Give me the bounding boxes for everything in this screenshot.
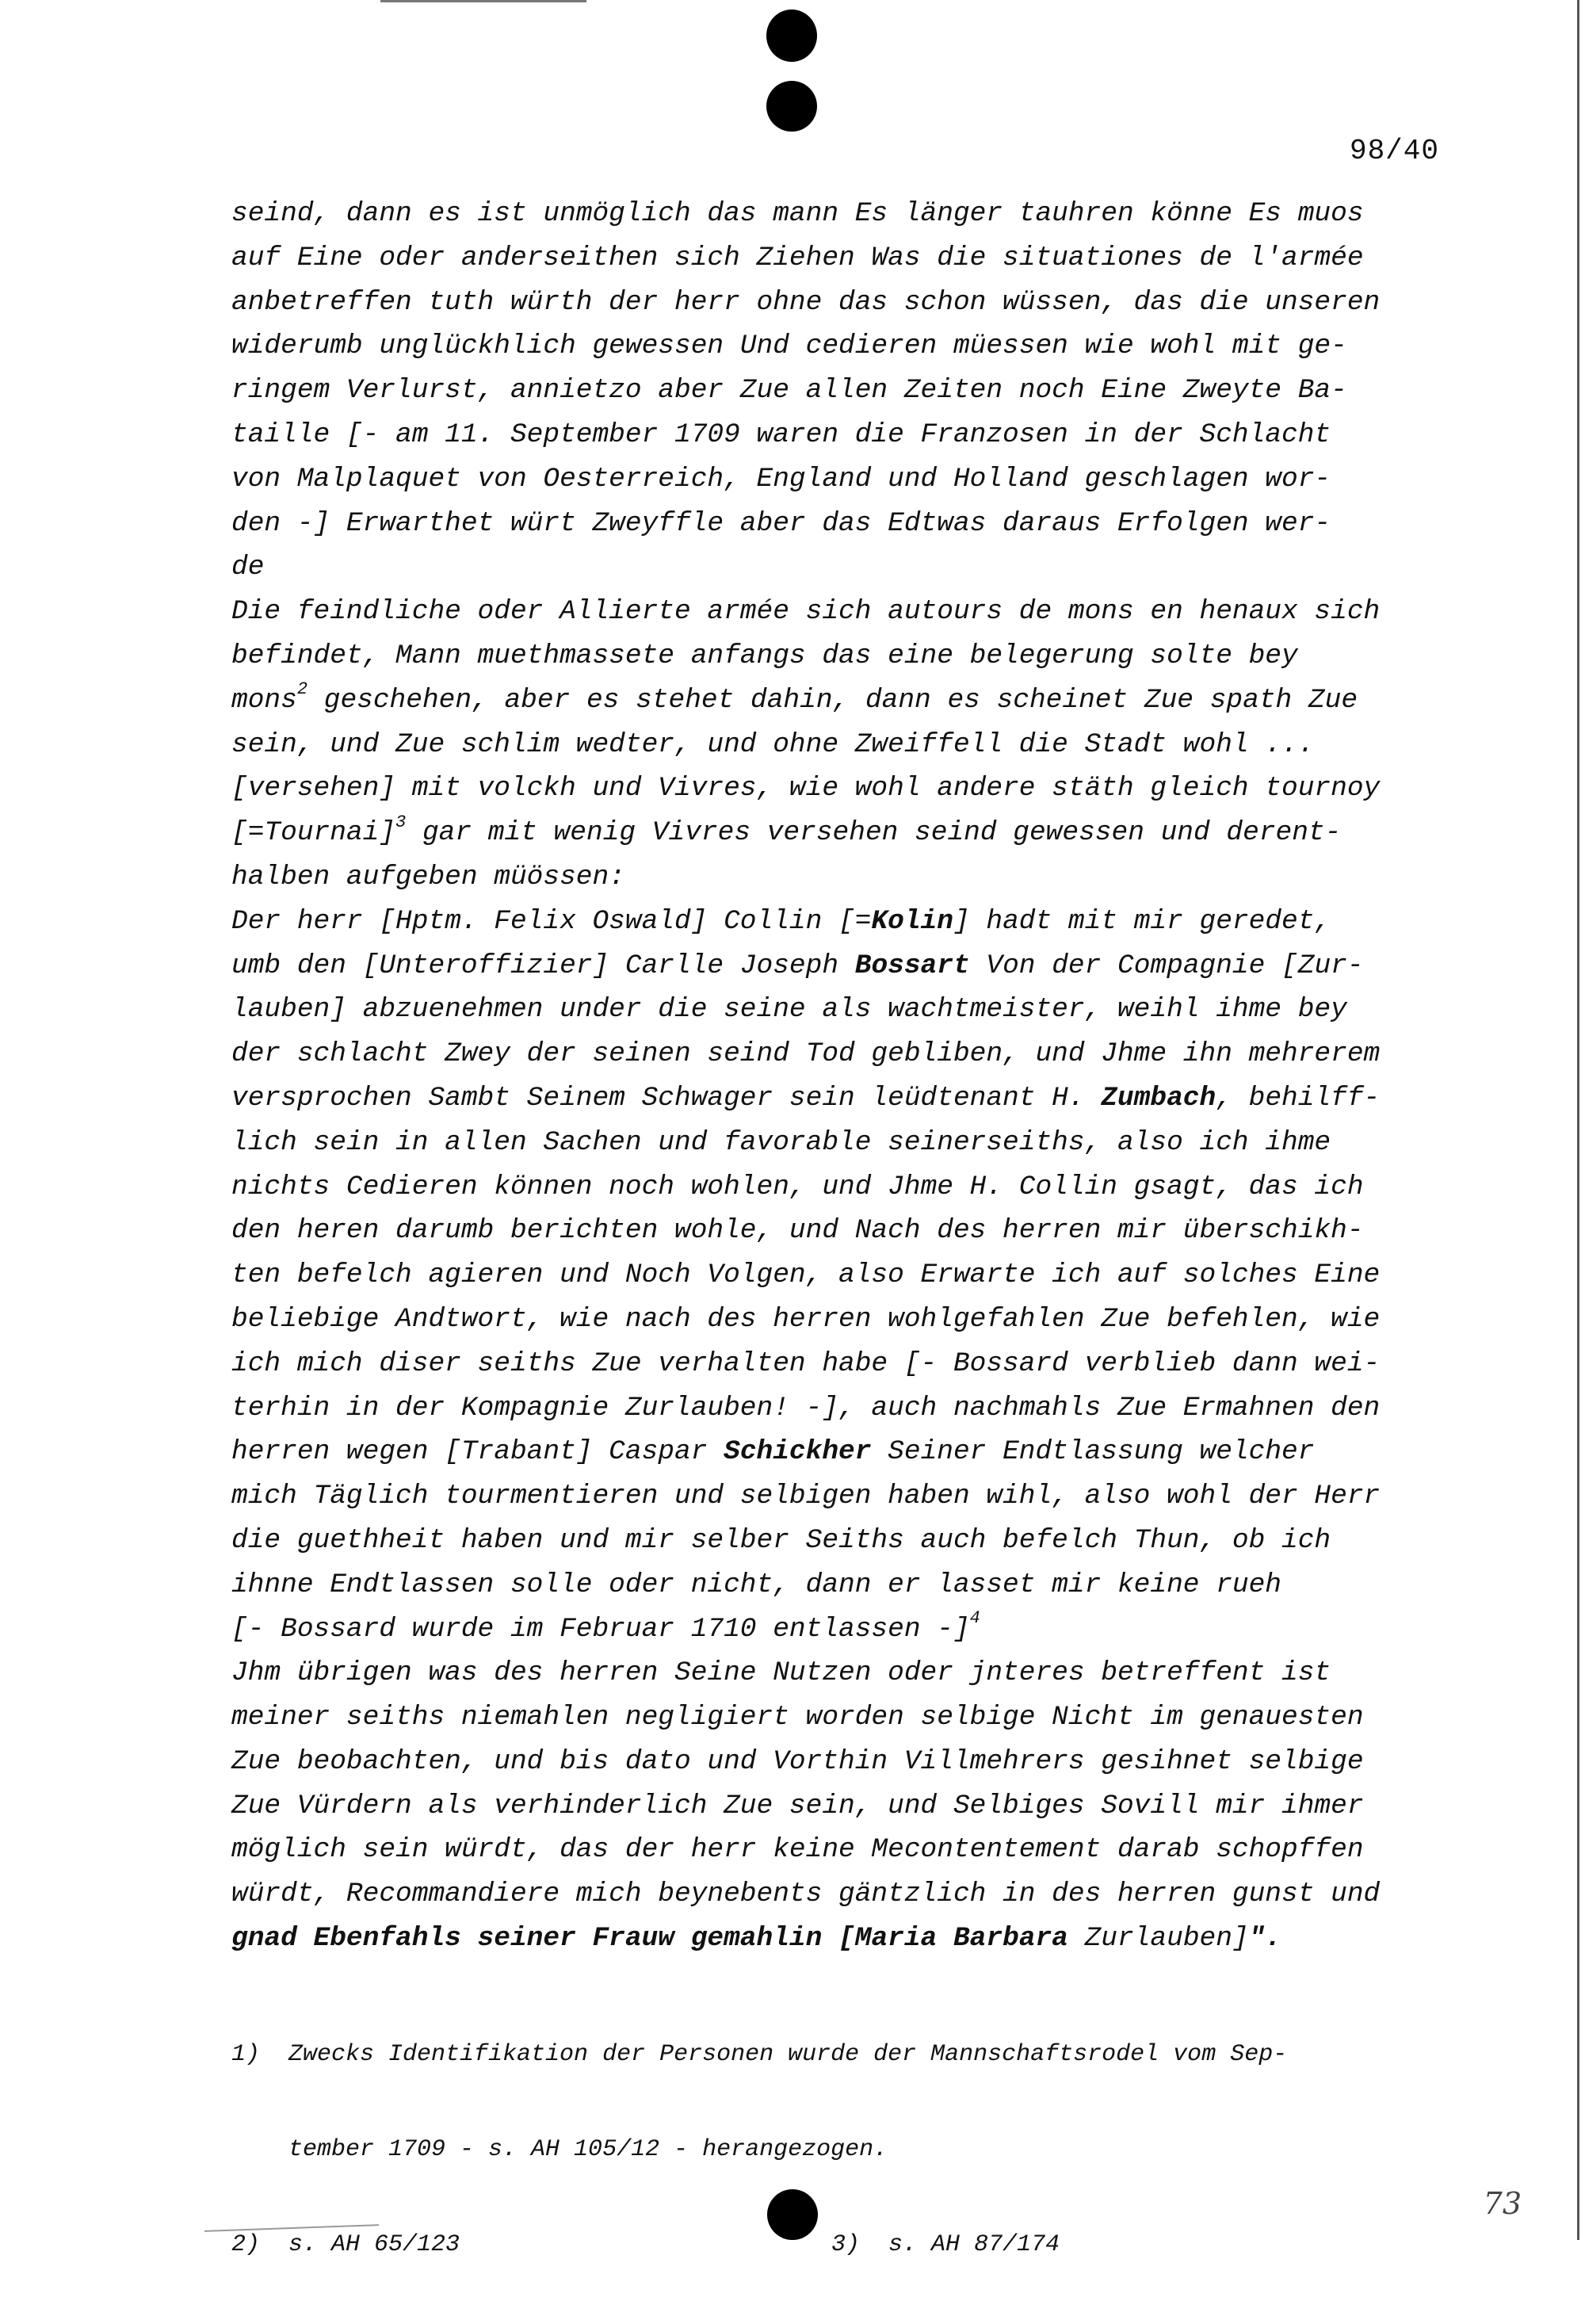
bold-name: ". bbox=[1248, 1923, 1282, 1955]
text-segment: beliebige Andtwort, wie nach des herren wohlgefahlen Zue befehlen, wie bbox=[231, 1303, 1381, 1335]
text-segment: halben aufgeben müössen: bbox=[231, 861, 625, 893]
footnote-3-number: 3) bbox=[831, 2231, 861, 2258]
text-line bbox=[231, 192, 1460, 236]
text-segment: die guethheit haben und mir selber Seiths auch befelch Thun, ob ich bbox=[231, 1524, 1331, 1556]
text-segment: versprochen Sambt Seinem Schwager sein leüdtenant H. bbox=[231, 1082, 1102, 1114]
text-segment: den heren darumb berichten wohle, und Nach des herren mir überschikh- bbox=[231, 1215, 1364, 1247]
text-segment: meiner seiths niemahlen negligiert worden selbige Nicht im genauesten bbox=[231, 1702, 1364, 1733]
text-segment: Seiner Endtlassung welcher bbox=[871, 1436, 1315, 1468]
footnotes bbox=[231, 1975, 1460, 2324]
footnote-reference: 2 bbox=[296, 679, 308, 700]
text-segment: ich mich diser seiths Zue verhalten habe [- Bossard verblieb dann wei- bbox=[231, 1347, 1381, 1379]
footnote-1-text: Zwecks Identifikation der Personen wurde der Mannschaftsrodel vom Sep- bbox=[288, 2041, 1288, 2068]
text-line bbox=[231, 1253, 1460, 1298]
bold-name: Bossart bbox=[854, 950, 970, 981]
text-segment: Jhm übrigen was des herren Seine Nutzen oder jnteres betreffent ist bbox=[231, 1657, 1331, 1689]
text-segment: lauben] abzuenehmen under die seine als wachtmeister, weihl ihme bey bbox=[231, 994, 1347, 1026]
footnote-reference: 3 bbox=[395, 812, 407, 832]
footnote-2-3-row bbox=[231, 2229, 1460, 2261]
text-segment: anbetreffen tuth würth der herr ohne das schon wüssen, das die unseren bbox=[231, 286, 1381, 318]
text-line bbox=[231, 1563, 1460, 1607]
text-line bbox=[231, 1917, 1460, 1961]
text-segment: der schlacht Zwey der seinen seind Tod gebliben, und Jhme ihn mehrerem bbox=[231, 1038, 1381, 1070]
text-line bbox=[231, 988, 1460, 1032]
text-segment: mons bbox=[231, 684, 297, 716]
text-segment: [=Tournai] bbox=[231, 817, 396, 849]
footnote-1-continued bbox=[231, 2134, 1460, 2165]
text-line bbox=[231, 811, 1460, 855]
bold-name: Schickher bbox=[724, 1436, 872, 1468]
text-segment: widerumb unglückhlich gewessen Und cedieren müessen wie wohl mit ge- bbox=[231, 331, 1347, 362]
text-segment: Zue Vürdern als verhinderlich Zue sein, und Selbiges Sovill mir ihmer bbox=[231, 1790, 1364, 1821]
text-segment: befindet, Mann muethmassete anfangs das eine belegerung solte bey bbox=[231, 640, 1298, 671]
text-segment: würdt, Recommandiere mich beynebents gäntzlich in des herren gunst und bbox=[231, 1879, 1381, 1910]
footnote-1 bbox=[231, 2039, 1460, 2070]
text-segment: möglich sein würdt, das der herr keine Mecontentement darab schopffen bbox=[231, 1834, 1364, 1866]
text-line bbox=[231, 766, 1460, 811]
text-segment: ihnne Endtlassen solle oder nicht, dann er lasset mir keine rueh bbox=[231, 1569, 1282, 1600]
text-segment: von Malplaquet von Oesterreich, England und Holland geschlagen wor- bbox=[231, 463, 1331, 495]
text-segment: ringem Verlurst, annietzo aber Zue allen Zeiten noch Eine Zweyte Ba- bbox=[231, 375, 1347, 407]
text-segment: terhin in der Kompagnie Zurlauben! -], auch nachmahls Zue Ermahnen den bbox=[231, 1392, 1381, 1424]
text-line bbox=[231, 413, 1460, 457]
text-segment: , behilff- bbox=[1216, 1082, 1381, 1114]
text-line bbox=[231, 1828, 1460, 1872]
text-line bbox=[231, 1740, 1460, 1784]
text-segment: de bbox=[231, 552, 265, 583]
text-line bbox=[231, 502, 1460, 546]
text-line bbox=[231, 1872, 1460, 1917]
punch-hole-top bbox=[766, 10, 817, 62]
text-line bbox=[231, 236, 1460, 281]
bold-name: gnad Ebenfahls seiner Frauw gemahlin [ bbox=[231, 1923, 855, 1955]
text-segment: umb den [Unteroffizier] Carlle Joseph bbox=[231, 950, 855, 981]
text-segment: taille [- am 11. September 1709 waren die Franzosen in der Schlacht bbox=[231, 419, 1331, 450]
footnote-3-text: s. AH 87/174 bbox=[888, 2231, 1060, 2258]
bold-name: Zumbach bbox=[1101, 1082, 1216, 1114]
text-segment: [versehen] mit volckh und Vivres, wie wohl andere stäth gleich tournoy bbox=[231, 773, 1381, 805]
letter-body-text bbox=[231, 192, 1460, 1961]
text-line bbox=[231, 590, 1460, 634]
text-line bbox=[231, 1430, 1460, 1474]
footnote-reference: 4 bbox=[969, 1608, 980, 1628]
handwritten-page-mark: 73 bbox=[1483, 2186, 1522, 2221]
text-segment: ] hadt mit mir geredet, bbox=[953, 905, 1331, 937]
footnote-2-text: s. AH 65/123 bbox=[288, 2231, 460, 2258]
text-line bbox=[231, 678, 1460, 723]
right-page-edge bbox=[1577, 0, 1579, 2240]
footnote-2-number: 2) bbox=[231, 2231, 261, 2258]
text-line bbox=[231, 1607, 1460, 1652]
text-line bbox=[231, 1386, 1460, 1431]
text-segment: geschehen, aber es stehet dahin, dann es scheinet Zue spath Zue bbox=[307, 684, 1358, 716]
bold-name: Maria Barbara bbox=[854, 1923, 1068, 1955]
text-segment: auf Eine oder anderseithen sich Ziehen Was die situationes de l'armée bbox=[231, 242, 1364, 273]
text-line bbox=[231, 1474, 1460, 1519]
text-line bbox=[231, 900, 1460, 944]
text-line bbox=[231, 1121, 1460, 1165]
text-line bbox=[231, 723, 1460, 767]
text-line bbox=[231, 281, 1460, 325]
text-segment: sein, und Zue schlim wedter, und ohne Zweiffell die Stadt wohl ... bbox=[231, 728, 1315, 760]
text-line bbox=[231, 634, 1460, 678]
text-segment: [- Bossard wurde im Februar 1710 entlassen -] bbox=[231, 1613, 970, 1645]
text-line bbox=[231, 855, 1460, 900]
punch-hole-second bbox=[766, 81, 817, 132]
text-line bbox=[231, 1076, 1460, 1121]
text-segment: herren wegen [Trabant] Caspar bbox=[231, 1436, 724, 1468]
top-edge-mark bbox=[380, 0, 586, 2]
text-line bbox=[231, 1032, 1460, 1076]
text-line bbox=[231, 944, 1460, 988]
text-line bbox=[231, 545, 1460, 590]
text-line bbox=[231, 369, 1460, 413]
bold-name: Kolin bbox=[871, 905, 953, 937]
text-segment: nichts Cedieren können noch wohlen, und Jhme H. Collin gsagt, das ich bbox=[231, 1171, 1364, 1202]
text-segment: seind, dann es ist unmöglich das mann Es länger tauhren könne Es muos bbox=[231, 198, 1364, 229]
text-segment: Von der Compagnie [Zur- bbox=[969, 950, 1364, 981]
footnote-1-text-continued: tember 1709 - s. AH 105/12 - herangezogen. bbox=[288, 2136, 888, 2163]
text-segment: mich Täglich tourmentieren und selbigen haben wihl, also wohl der Herr bbox=[231, 1481, 1381, 1512]
page-number: 98/40 bbox=[1349, 135, 1439, 167]
text-segment: Zurlauben] bbox=[1067, 1923, 1249, 1955]
text-segment: ten befelch agieren und Noch Volgen, also Erwarte ich auf solches Eine bbox=[231, 1259, 1381, 1291]
text-line bbox=[231, 1298, 1460, 1342]
text-line bbox=[231, 1695, 1460, 1740]
text-segment: Zue beobachten, und bis dato und Vorthin Villmehrers gesihnet selbige bbox=[231, 1745, 1364, 1777]
text-line bbox=[231, 457, 1460, 502]
text-segment: gar mit wenig Vivres versehen seind gewessen und derent- bbox=[406, 817, 1342, 849]
footnote-1-number: 1) bbox=[231, 2041, 261, 2068]
text-line bbox=[231, 1209, 1460, 1253]
text-line bbox=[231, 1651, 1460, 1695]
text-line bbox=[231, 1342, 1460, 1386]
text-line bbox=[231, 1519, 1460, 1563]
text-line bbox=[231, 1784, 1460, 1829]
text-segment: Die feindliche oder Allierte armée sich autours de mons en henaux sich bbox=[231, 596, 1381, 628]
text-segment: lich sein in allen Sachen und favorable seinerseiths, also ich ihme bbox=[231, 1126, 1331, 1158]
text-segment: Der herr [Hptm. Felix Oswald] Collin [= bbox=[231, 905, 872, 937]
text-segment: den -] Erwarthet würt Zweyffle aber das Edtwas daraus Erfolgen wer- bbox=[231, 507, 1331, 539]
text-line bbox=[231, 1165, 1460, 1210]
text-line bbox=[231, 324, 1460, 369]
